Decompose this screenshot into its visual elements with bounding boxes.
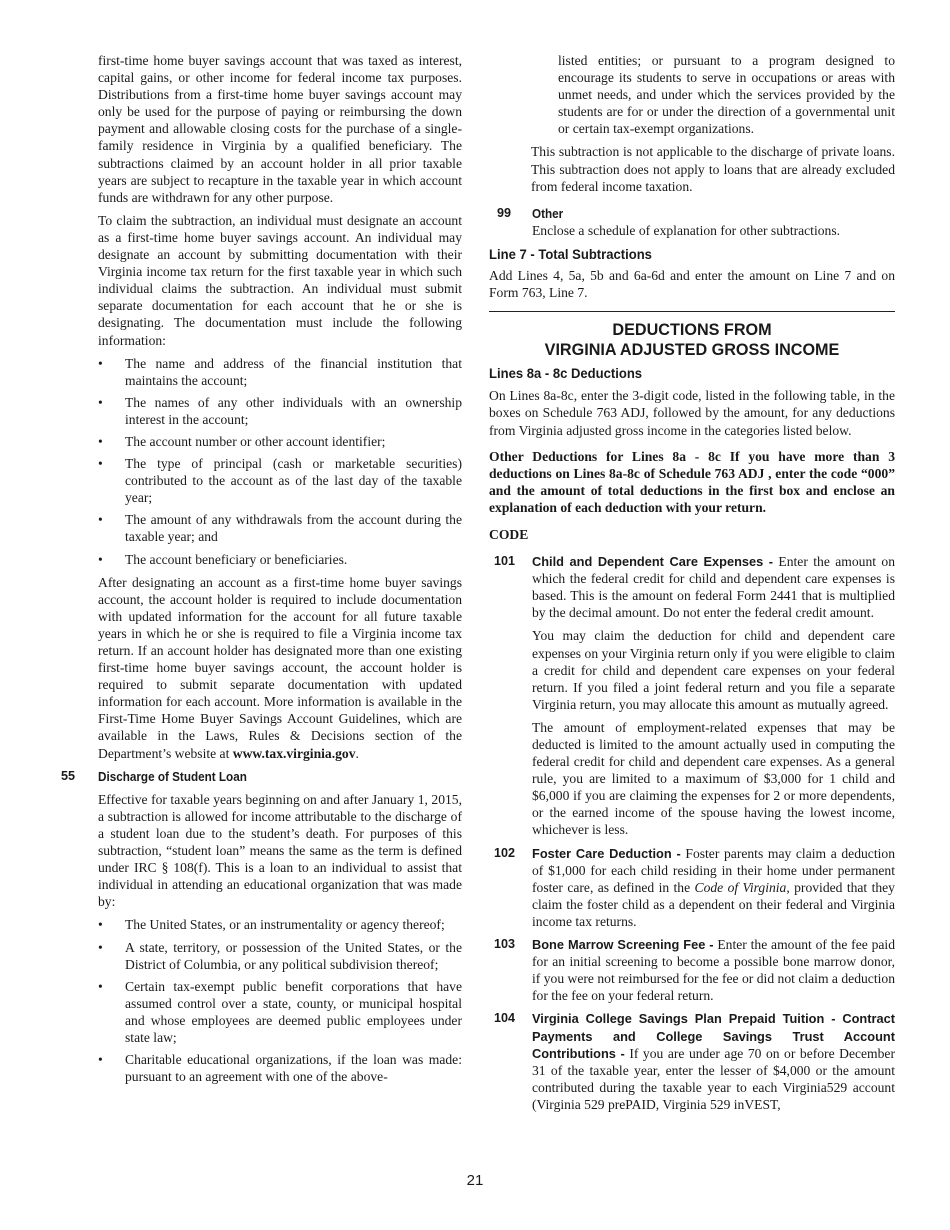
paragraph-not-applicable: This subtraction is not applicable to the discharge of private loans. This subtraction does not apply to loans that are already excluded from federal income taxation.: [531, 144, 895, 194]
page-number: 21: [466, 1172, 484, 1189]
section-55: [61, 768, 462, 1086]
section-code: 55: [61, 768, 76, 783]
line7-heading: Line 7 - Total Subtractions: [489, 246, 652, 263]
section-code: 99: [497, 205, 512, 220]
list-item: • The names of any other individuals with an ownership interest in the account;: [98, 394, 462, 427]
list-item: • A state, territory, or possession of the United States, or the District of Columbia, or any political subdivision thereof;: [98, 939, 462, 972]
deduction-paragraph: The amount of employment-related expenses that may be deducted is limited to the amount actually used in computing the federal credit for child and dependent care expenses. As a general rule, you are limited to a maximum of $3,000 for 1 child and $6,000 if you are claiming the expenses for 2 or more dependents, or the earned income of the spouse having the lowest income, whichever is less.: [532, 719, 895, 838]
paragraph-home-buyer-continued: first-time home buyer savings account that was taxed as interest, capital gains, or other income for federal income tax purposes. Distributions from a first-time home buyer savings account may only be used for the purpose of paying or reimbursing the down payment and allowable closing costs for the purchase of a single-family residence in Virginia by a qualified beneficiary. The subtractions claimed by an account holder in all prior taxable years are subject to recapture in the taxable year in which account funds are withdrawn for any other purpose.: [98, 53, 462, 205]
list-item: • Certain tax-exempt public benefit corporations that have assumed control over a state, county, or municipal hospital and whose employees are deemed public employees under state law;: [98, 978, 462, 1045]
list-item: • The United States, or an instrumentality or agency thereof;: [98, 917, 445, 933]
code-104: 104 Virginia College Savings Plan Prepaid Tuition - Contract Payments and College Savings Trust Account Contributions - If you are under age 70 on or before December 31 of the taxable year, enter the lesser of $4,000 or the amount contributed during the taxable year to each Virginia529 account (Virginia 529 prePAID, Virginia 529 inVEST,: [494, 1011, 895, 1112]
divider: [489, 311, 895, 312]
list-item: • The type of principal (cash or marketable securities) contributed to the account as of the last day of the taxable year;: [98, 456, 462, 506]
list-item: • The account number or other account identifier;: [98, 433, 386, 449]
section-title: Discharge of Student Loan: [98, 768, 247, 784]
list-item: • The amount of any withdrawals from the account during the taxable year; and: [98, 512, 462, 545]
paragraph-updated-documentation: After designating an account as a first-time home buyer savings account, the account holder is required to include documentation with updated information for the account for all future taxable years in which he or she is required to file a Virginia income tax return. If an account holder has designated more than one existing first-time home buyer savings account, the account holder is required to submit separate documentation with updated information for each account. More information is available in the First-Time Home Buyer Savings Account Guidelines, which are available in the Laws, Rules & Decisions section of the Department’s website at www.tax.virginia.gov.: [98, 574, 462, 761]
line7-text: Add Lines 4, 5a, 5b and 6a-6d and enter the amount on Line 7 and on Form 763, Line 7.: [489, 268, 895, 301]
paragraph-student-loan: Effective for taxable years beginning on and after January 1, 2015, a subtraction is allowed for income attributable to the discharge of a student loan due to the student’s death. For purposes of this subtraction, “student loan” means the same as the term is defined under IRC § 108(f). This is a loan to an individual to assist that individual in attending an educational organization that was made by:: [98, 791, 462, 910]
deduction-title: Bone Marrow Screening Fee -: [532, 937, 714, 953]
deduction-code: 101: [494, 554, 516, 569]
paragraph-designate-account: To claim the subtraction, an individual must designate an account as a first-time home buyer savings account. An individual may designate an account by submitting documentation with their Virginia income tax return for the first taxable year in which such individual claims the subtraction. An individual must submit separate documentation for each account that he or she is designating. The documentation must include the following information:: [98, 212, 462, 348]
website-link[interactable]: www.tax.virginia.gov: [232, 745, 356, 761]
lender-list: [98, 916, 462, 1085]
section-text: Enclose a schedule of explanation for other subtractions.: [532, 222, 841, 238]
bullet-continuation: listed entities; or pursuant to a program designed to encourage its students to serve in occupations or areas with unmet needs, and under which the services provided by the students are for or under the direction of a governmental unit or certain tax-exempt organizations.: [558, 53, 895, 137]
deduction-code: 102: [494, 845, 516, 860]
deductions-title: DEDUCTIONS FROM VIRGINIA ADJUSTED GROSS INCOME: [544, 321, 840, 360]
list-item: • The account beneficiary or beneficiaries.: [98, 551, 348, 567]
right-column: [489, 52, 895, 1119]
deduction-paragraph: You may claim the deduction for child and dependent care expenses on your Virginia return only if you were eligible to claim a credit for child and dependent care expenses on your federal return. If you filed a joint federal return and you file a separate Virginia return, you may allocate this amount as mutually agreed.: [532, 628, 895, 712]
section-title: Other: [532, 205, 564, 221]
deduction-code: 104: [494, 1011, 516, 1026]
other-deductions-note: Other Deductions for Lines 8a - 8c If you have more than 3 deductions on Lines 8a-8c of Schedule 763 ADJ , enter the code “000” and the amount of total deductions in the first box and enclose an explanation of each deduction with your return.: [489, 448, 895, 515]
documentation-requirements-list: [98, 355, 462, 568]
left-column: [61, 52, 462, 1091]
list-item: • Charitable educational organizations, if the loan was made: pursuant to an agreement with one of the above-: [98, 1052, 462, 1085]
lines8-heading: Lines 8a - 8c Deductions: [489, 366, 643, 383]
lines8-text: On Lines 8a-8c, enter the 3-digit code, listed in the following table, in the boxes on Schedule 763 ADJ, followed by the amount, for any deductions from Virginia adjusted gross income in the categories listed below.: [489, 388, 895, 438]
deduction-title: Virginia College Savings Plan Prepaid Tuition - Contract Payments and College Savings Trust Account Contributions -: [532, 1011, 895, 1061]
deduction-code: 103: [494, 937, 516, 952]
deduction-title: Child and Dependent Care Expenses -: [532, 554, 774, 570]
deduction-title: Foster Care Deduction -: [532, 845, 681, 861]
code-101: 101 Child and Dependent Care Expenses - Enter the amount on which the federal credit for child and dependent care expenses is based. This is the amount on federal Form 2441 that is multiplied by the decimal amount. Do not enter the federal credit amount. You may claim the deduction for child and dependent care expenses on your Virginia return only if you were eligible to claim a credit for child and dependent care expenses on your federal return. If you filed a joint federal return and you file a separate Virginia return, you may allocate this amount as mutually agreed. The amount of employment-related expenses that may be deducted is limited to the amount actually used in computing the federal credit for child and dependent care expenses. As a general rule, you are limited to a maximum of $3,000 for 1 child and $6,000 if you are claiming the expenses for 2 or more dependents, or the earned income of the spouse having the lowest income, whichever is less.: [494, 554, 895, 838]
code-label: CODE: [489, 526, 529, 542]
section-99: [489, 205, 895, 239]
list-item: • The name and address of the financial institution that maintains the account;: [98, 355, 462, 388]
code-102: 102 Foster Care Deduction - Foster parents may claim a deduction of $1,000 for each child residing in their home under permanent foster care, as defined in the Code of Virginia, provided that they claim the foster child as a dependent on their federal and Virginia income tax returns.: [494, 845, 895, 929]
code-103: 103 Bone Marrow Screening Fee - Enter the amount of the fee paid for an initial screening to become a possible bone marrow donor, if you were not reimbursed for the fee or did not claim a deduction for the fee on your federal return.: [494, 937, 895, 1004]
